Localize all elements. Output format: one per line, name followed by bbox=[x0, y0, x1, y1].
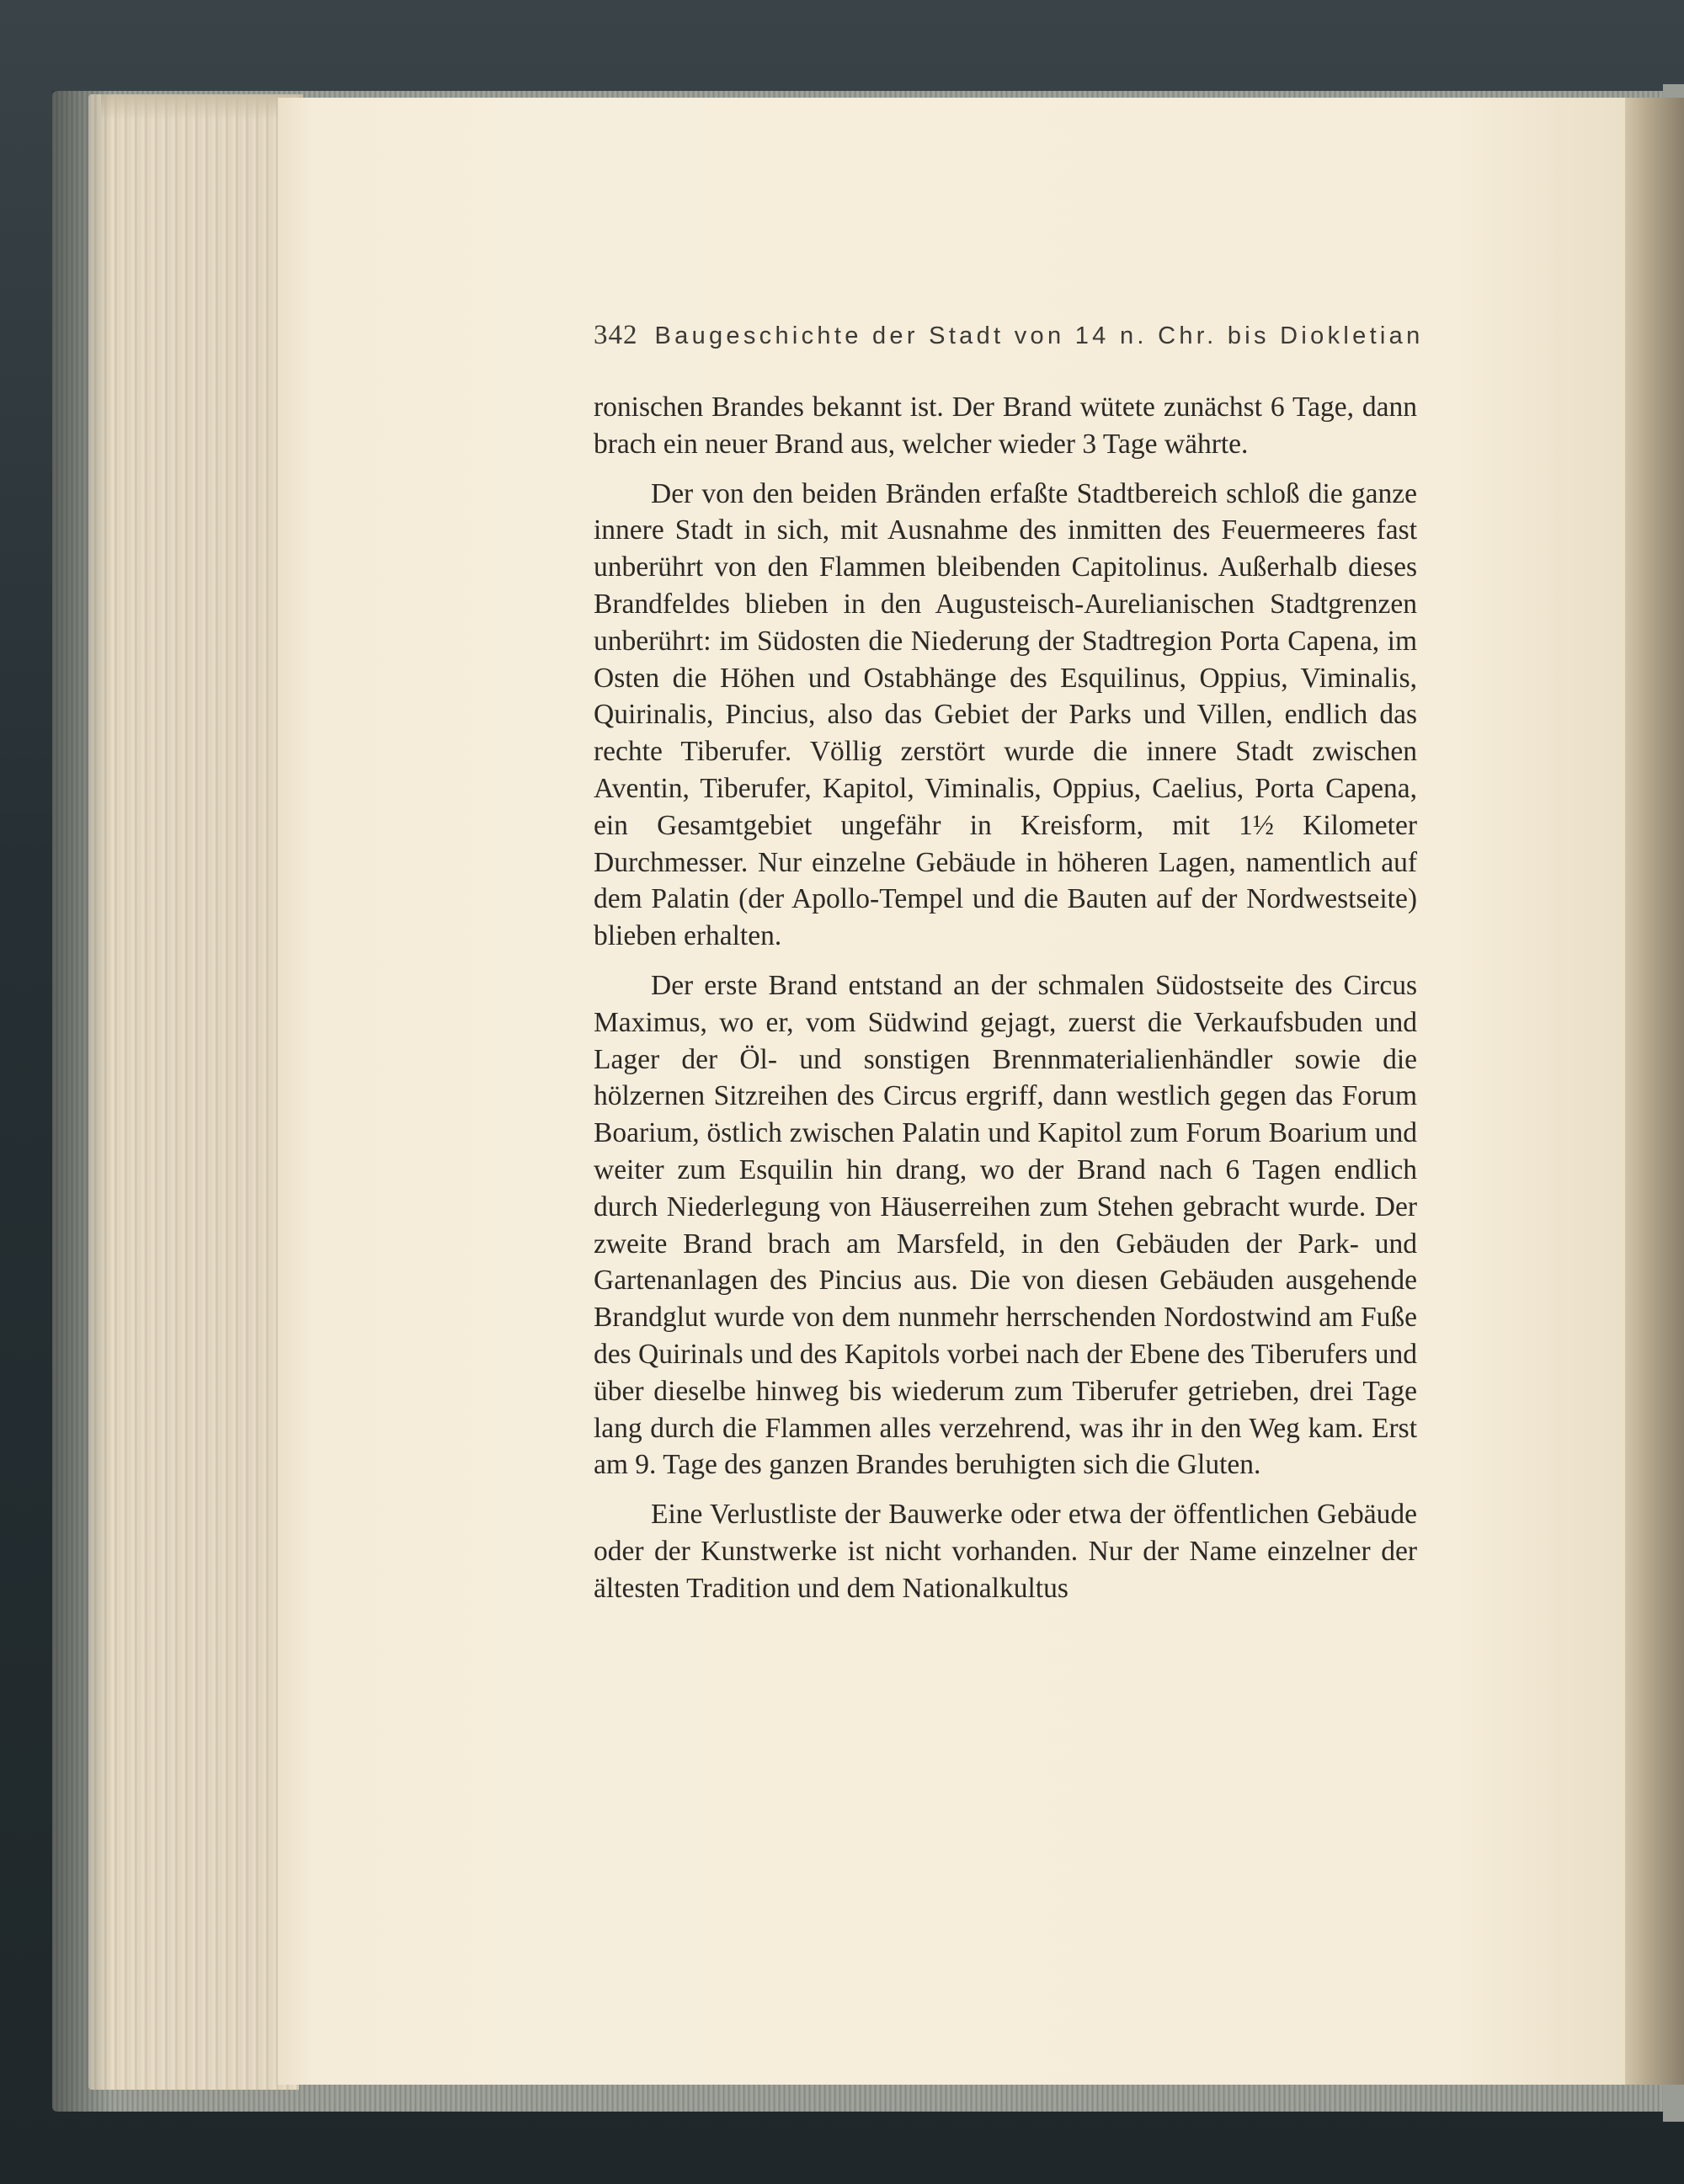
cover-shadow bbox=[52, 91, 111, 2112]
paragraph: ronischen Brandes bekannt ist. Der Brand wütete zunächst 6 Tage, dann brach ein neuer Brand aus, welcher wieder 3 Tage währte. bbox=[594, 392, 1417, 460]
page-number: 342 bbox=[594, 320, 638, 350]
paragraph: Der erste Brand entstand an der schmalen Südostseite des Circus Maximus, wo er, vom Südwind gejagt, zuerst die Verkaufsbuden und Lager der Öl- und sonstigen Brennmaterialienhändler sowie die hölzernen Sitzreihen des Circus ergriff, dann westlich gegen das Forum Boarium, östlich zwischen Palatin und Kapitol zum Forum Boarium und weiter zum Esquilin hin drang, wo der Brand nach 6 Tagen endlich durch Niederlegung von Häuserreihen zum Stehen gebracht wurde. Der zweite Brand brach am Marsfeld, in den Gebäuden der Park- und Gartenanlagen des Pincius aus. Die von diesen Gebäuden ausgehende Brandglut wurde von dem nunmehr herrschenden Nordostwind am Fuße des Quirinals und des Kapitols vorbei nach der Ebene des Tiberufers und über dieselbe hinweg bis wiederum zum Tiberufer getrieben, drei Tage lang durch die Flammen alles verzehrend, was ihr in den Weg kam. Erst am 9. Tage des ganzen Brandes beruhigten sich die Gluten. bbox=[594, 969, 1417, 1481]
running-head bbox=[594, 320, 1424, 367]
page-stack-edges bbox=[88, 94, 299, 2090]
page-gutter bbox=[1625, 98, 1684, 2085]
running-title: Baugeschichte der Stadt von 14 n. Chr. bis Diokletian bbox=[654, 322, 1424, 349]
body-text bbox=[594, 389, 1417, 1607]
paragraph: Der von den beiden Bränden erfaßte Stadtbereich schloß die ganze innere Stadt in sich, mit Ausnahme des inmitten des Feuermeeres fast unberührt von den Flammen bleibenden Capitolinus. Außerhalb dieses Brandfeldes blieben in den Augusteisch-Aurelianischen Stadtgrenzen unberührt: im Südosten die Niederung der Stadtregion Porta Capena, im Osten die Höhen und Ostabhänge des Esquilinus, Oppius, Viminalis, Quirinalis, Pincius, also das Gebiet der Parks und Villen, endlich das rechte Tiberufer. Völlig zerstört wurde die innere Stadt zwischen Aventin, Tiberufer, Kapitol, Viminalis, Oppius, Caelius, Porta Capena, ein Gesamtgebiet ungefähr in Kreisform, mit 1½ Kilometer Durchmesser. Nur einzelne Gebäude in höheren Lagen, namentlich auf dem Palatin (der Apollo-Tempel und die Bauten auf der Nordwestseite) blieben erhalten. bbox=[594, 477, 1417, 952]
page-stack-shadow bbox=[101, 94, 303, 120]
paragraph: Eine Verlustliste der Bauwerke oder etwa der öffentlichen Gebäude oder der Kunstwerke ist nicht vorhanden. Nur der Name einzelner der ältesten Tradition und dem Nationalkultus bbox=[594, 1499, 1417, 1604]
